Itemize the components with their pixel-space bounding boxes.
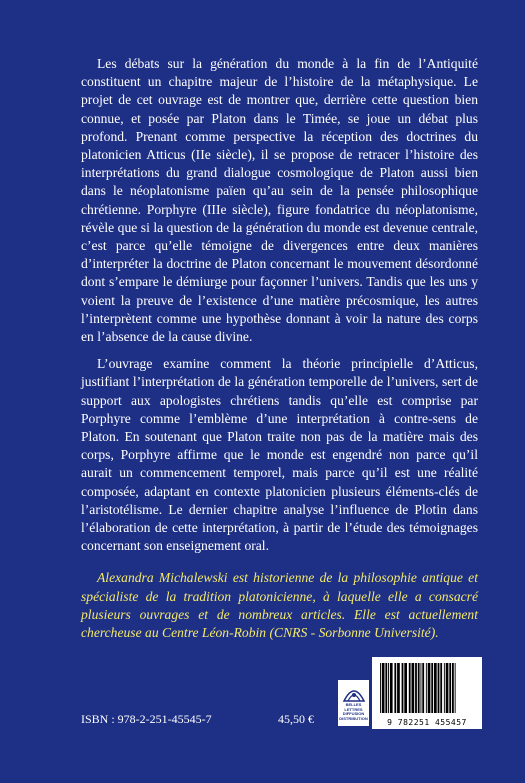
barcode-bar xyxy=(422,663,424,713)
barcode-bar xyxy=(440,663,442,713)
barcode-bar xyxy=(412,663,415,713)
barcode-bar xyxy=(415,663,417,713)
publisher-logo xyxy=(338,680,369,726)
barcode-bar xyxy=(409,663,411,713)
barcode-bar xyxy=(385,663,387,713)
barcode-bar xyxy=(404,663,407,713)
barcode-bar xyxy=(421,663,422,713)
barcode-bar xyxy=(434,663,437,713)
back-cover-text xyxy=(81,55,478,651)
barcode-bar xyxy=(438,663,440,713)
barcode-bar xyxy=(390,663,393,713)
barcode-bars xyxy=(372,657,482,717)
barcode-number: 9 782251 455457 xyxy=(387,718,467,727)
publisher-logo-text: BELLES LETTRES DIFFUSION DISTRIBUTION xyxy=(339,702,368,721)
barcode-bar xyxy=(455,663,456,713)
barcode-bar xyxy=(449,663,451,713)
summary-paragraph-1: Les débats sur la génération du monde à la fin de l’Antiquité constituent un chapitre majeur de l’histoire de la métaphysique. Le projet de cet ouvrage est de montrer que, derrière cette question bien connue, et posée par Platon dans le Timée, se joue un débat plus profond. Prenant comme perspective la réception des doctrines du platonicien Atticus (IIe siècle), il se propose de retracer l’histoire des interprétations du grand dialogue cosmologique de Platon aussi bien dans le néoplatonisme païen qu’au sein de la pensée philosophique chrétienne. Porphyre (IIIe siècle), figure fondatrice du néoplatonisme, révèle que si la question de la génération du monde est devenue centrale, c’est parce qu’elle témoigne de divergences entre deux manières d’interpréter la doctrine de Platon concernant le mouvement désordonné dont s’empare le démiurge pour façonner l’univers. Tandis que les uns y voient la preuve de l’existence d’une matière précosmique, les autres l’interprètent comme une hypothèse donnant à voir la nature des corps en l’absence de la cause divine. xyxy=(81,56,478,345)
publisher-emblem-icon xyxy=(342,683,366,703)
isbn-label: ISBN : 978-2-251-45545-7 xyxy=(81,712,212,726)
barcode-bar xyxy=(426,663,427,713)
barcode-bar xyxy=(397,663,400,713)
price-label: 45,50 € xyxy=(278,712,314,726)
barcode-bar xyxy=(444,663,445,713)
barcode-bar xyxy=(418,663,420,713)
barcode-bar xyxy=(431,663,433,713)
barcode xyxy=(372,657,482,729)
author-bio: Alexandra Michalewski est historienne de la philosophie antique et spécialiste de la tradition platonicienne, à laquelle elle a consacré plusieurs ouvrages et de nombreux articles. Elle est actuellement chercheuse au Centre Léon-Robin (CNRS - Sorbonne Université). xyxy=(81,570,478,641)
barcode-bar xyxy=(446,663,449,713)
barcode-bar xyxy=(382,663,385,713)
barcode-bar xyxy=(452,663,454,713)
barcode-bar xyxy=(388,663,389,713)
barcode-bar xyxy=(402,663,404,713)
summary-paragraph-2: L’ouvrage examine comment la théorie principielle d’Atticus, justifiant l’interprétation de la génération temporelle de l’univers, sert de support aux apologistes chrétiens tandis qu’elle est comprise par Porphyre comme l’emblème d’une interprétation à contre-sens de Platon. En soutenant que Platon traite non pas de la matière mais des corps, Porphyre affirme que le monde est engendré non parce qu’il aurait un commencement temporel, mais parce qu’il est une réalité composée, adaptant en contexte platonicien plusieurs éléments-clés de l’aristotélisme. Le dernier chapitre analyse l’influence de Plotin dans l’élaboration de cette interprétation, à partir de l’étude des témoignages concernant son enseignement oral. xyxy=(81,356,478,554)
barcode-bar xyxy=(394,663,396,713)
barcode-bar xyxy=(428,663,431,713)
barcode-bar xyxy=(380,663,381,713)
